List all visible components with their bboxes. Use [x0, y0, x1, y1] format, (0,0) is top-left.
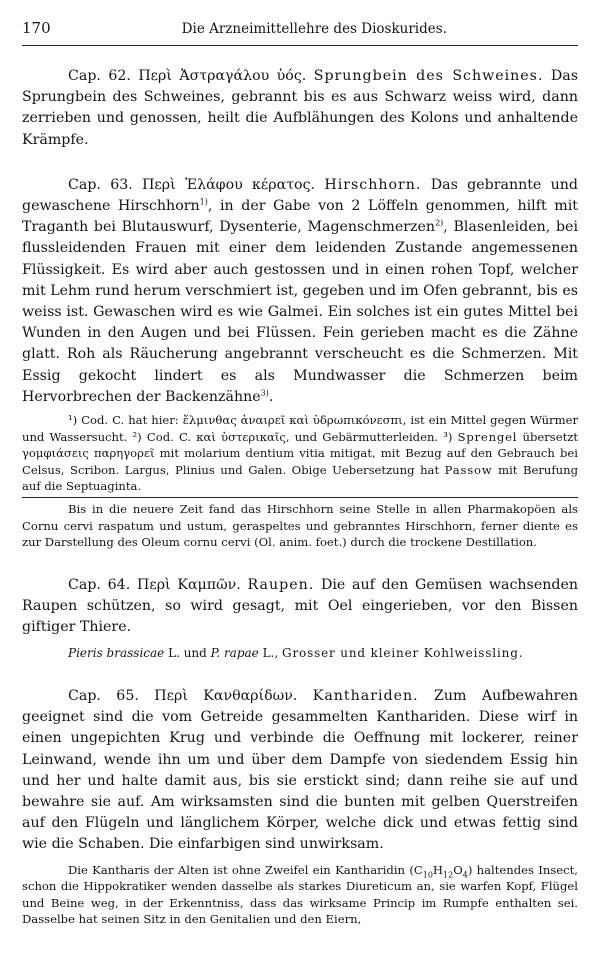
running-title: Die Arzneimittellehre des Dioskurides. [181, 21, 447, 37]
footnote-marker: ³) [443, 429, 453, 444]
chapter-body-part: , Blasenleiden, bei flussleidenden Frauen mit einer dem leidenden Zustande angemessenen Flüssigkeit. Es wird aber auch gestossen und in einen rohen Topf, welcher mit Lehm rund herum verschmiert ist, gegeben und im Ofen gebrannt, bis es weiss ist. Gewaschen wird es wie Galmei. Ein solches ist ein gutes Mittel bei Wunden in den Augen und bei Flüssen. Fein gerieben macht es die Zähne glatt. Roh als Räucherung angebrannt verscheucht es die Schmerzen. Mit Essig gekocht lindert es als Mundwasser die Schmerzen beim Hervorbrechen der Backenzähne [22, 219, 578, 405]
chapter-body: Zum Aufbewahren geeignet sind die vom Getreide gesammelten Kanthariden. Diese wirf in einen ungepichten Krug und verbinde die Oeffnung mit lockerer, reiner Leinwand, wende ihn um und über dem Dampfe von siedendem Essig hin und her und halte damit aus, bis sie erstickt sind; dann reihe sie auf und bewahre sie auf. Am wirksamsten sind die bunten mit gelben Querstreifen auf den Flügeln und länglichem Körper, welche dick und etwas fettig sind wie die Schaben. Die einfarbigen sind unwirksam. [22, 688, 578, 853]
german-heading: Sprungbein des Schweines. [313, 68, 544, 84]
footnote-text: übersetzt γομφιάσεις παρηγορεῖ mit molarium dentium vitia mitigat, mit Bezug auf den Gebrauch bei Celsus, Scribon. Largus, Plinius und Galen. Obige Uebersetzung hat [22, 429, 579, 477]
footnotes-63 [22, 412, 578, 495]
chapter-63 [22, 175, 578, 408]
german-heading: Hirschhorn. [324, 176, 422, 193]
species-name: Pieris brassicae [68, 646, 165, 661]
formula-element: H [432, 862, 444, 877]
footnote-ref-3: 3) [260, 388, 269, 398]
chapter-label: Cap. 63. [68, 176, 133, 193]
formula-element: O [453, 862, 463, 877]
commentary-text: L. und [168, 646, 207, 661]
footnote-author: Sprengel [457, 429, 518, 444]
chapter-body-part: , in der Gabe von 2 Löffeln genommen, hilft mit Traganth bei Blutauswurf, Dysenterie, Magenschmerzen [22, 198, 578, 236]
greek-heading: Περὶ Ἐλάφου κέρατος. [142, 176, 316, 193]
greek-heading: Περὶ Κανθαρίδων. [154, 688, 298, 704]
running-header [22, 18, 578, 39]
footnote-ref-1: 1) [199, 197, 208, 207]
footnote-text: Cod. C. καὶ ὑστερικαῖς, und Gebärmutterleiden. [146, 429, 439, 444]
german-heading: Kanthariden. [312, 688, 419, 704]
commentary-text: Grosser und kleiner Kohlweissling. [282, 646, 524, 661]
chapter-65 [22, 686, 578, 856]
formula-subscript: 12 [443, 869, 454, 879]
formula-subscript: 4 [462, 869, 468, 879]
species-name: P. rapae [210, 646, 259, 661]
chapter-label: Cap. 64. [68, 576, 131, 593]
commentary-text: L., [262, 646, 279, 661]
footnote-text: Cod. C. hat hier: ἕλμινθας ἀναιρεῖ καὶ ὑδρωπικόνεσπι, ist ein Mittel gegen Würmer und Wassersucht. [22, 413, 578, 444]
footnote-text: mit Berufung auf die Septuaginta. [22, 462, 579, 494]
greek-heading: Περὶ Ἀστραγάλου ὑός. [138, 68, 307, 84]
commentary-text: ) haltendes Insect, schon die Hippokratiker wenden dasselbe als starkes Diureticum an, sie warfen Kopf, Flügel und Beine weg, in der Erkenntniss, dass das wirksame Princip im Rumpfe enthalten sei. Dasselbe hat seinen Sitz in den Genitalien und den Eiern, [22, 862, 578, 927]
greek-heading: Περὶ Καμπῶν. [136, 576, 241, 593]
chapter-62 [22, 66, 578, 151]
chapter-64 [22, 575, 578, 639]
chapter-label: Cap. 62. [68, 68, 131, 84]
footnote-marker: ¹) [68, 413, 78, 428]
commentary-63: Bis in die neuere Zeit fand das Hirschhorn seine Stelle in allen Pharmakopöen als Cornu cervi raspatum und ustum, geraspeltes und gebranntes Hirschhorn, ferner diente es zur Darstellung des Oleum cornu cervi (Ol. anim. foet.) durch die trockene Destillation. [22, 502, 578, 550]
footnote-rule [22, 497, 578, 498]
commentary-text: Die Kantharis der Alten ist ohne Zweifel ein Kantharidin (C [68, 862, 423, 877]
commentary-65 [22, 862, 578, 928]
german-heading: Raupen. [247, 576, 315, 593]
chapter-label: Cap. 65. [68, 688, 139, 704]
chapter-body: Das Sprungbein des Schweines, gebrannt bis es aus Schwarz weiss wird, dann zerrieben und genossen, heilt die Aufblähungen des Kolons und anhaltende Krämpfe. [22, 68, 579, 148]
formula-subscript: 10 [422, 869, 433, 879]
footnote-ref-2: 2) [435, 218, 444, 228]
page-number: 170 [22, 19, 51, 37]
chapter-body: Die auf den Gemüsen wachsenden Raupen schützen, so wird gesagt, mit Oel eingerieben, vor den Bissen giftiger Thiere. [22, 576, 578, 636]
commentary-64 [22, 645, 578, 662]
chapter-body-part: . [268, 388, 274, 405]
footnote-marker: ²) [132, 429, 142, 444]
chapter-body-part: Das gebrannte und gewaschene Hirschhorn [22, 176, 578, 215]
footnote-author: Passow [444, 462, 493, 477]
